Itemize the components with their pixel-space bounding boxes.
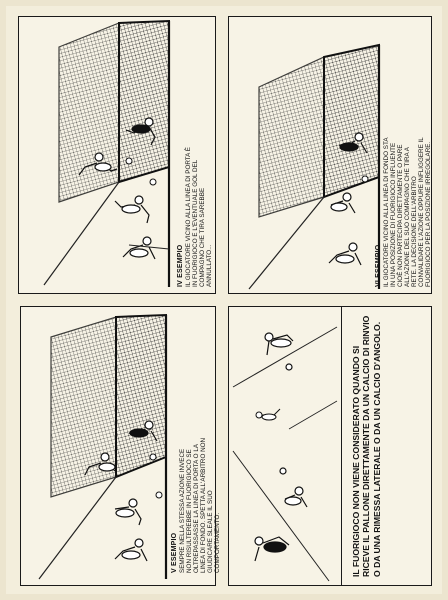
caption-v-esempio	[171, 437, 221, 573]
subpanel-throw-in	[229, 307, 342, 400]
illustration-corner-kick	[229, 431, 341, 585]
rule-text	[351, 315, 382, 577]
rule-text-content: IL FUORIGIOCO NON VIENE CONSIDERATO QUANDO SI RICEVE IL PALLONE DIRETTAMENTE DA UN CALCIO DI RINVIO O DA UNA RIMESSA LATERALE O DA UN CALCIO D'ANGOLO.	[351, 315, 382, 577]
panel-vi-esempio	[228, 16, 432, 294]
panel-rule-corner-kick	[228, 306, 432, 586]
panel-v-esempio	[20, 306, 222, 586]
caption-iv-text: IL GIOCATORE VICINO ALLA LINEA DI PORTA È IN FUORIGIOCO E L'EVENTUALE GOL DEL COMPAGNO CHE TIRA SAREBBE ANNULLATO...	[184, 147, 213, 287]
caption-vi-title: VI ESEMPIO	[375, 244, 382, 287]
subpanel-goal-kick	[229, 399, 342, 432]
caption-vi-esempio	[375, 137, 432, 287]
caption-iv-esempio	[177, 147, 213, 287]
illustration-throw-in	[229, 307, 341, 399]
caption-iv-title: IV ESEMPIO	[177, 244, 184, 287]
illustration-goal-kick	[229, 399, 341, 431]
caption-v-text: SEMPRE NELLA STESSA AZIONE INVECE NON RISULTEREBBE IN FUORIGIOCO SE OLTREPASSASSE LA LINEA DI PORTA O LA LINEA DI FONDO. SPETTA ALL'ARBITRO NON GIUDICARE SLEALE IL SUO COMPORTAMENTO.	[178, 437, 222, 573]
panel-iv-esempio	[18, 16, 216, 294]
comic-page	[6, 6, 442, 594]
subpanel-corner-kick	[229, 431, 342, 585]
caption-v-title: V ESEMPIO	[171, 532, 178, 573]
caption-vi-text: IL GIOCATORE VICINO ALLA LINEA DI FONDO STA IN UNA POSIZIONE DI FUORIGIOCO INFLUENTE CIOÈ NON PARTECIPA DIRETTAMENTE O PARE ALL'AZIONE DEL SUO COMPAGNO CHE TIRA A RETE. LA DECISIONE DELL'ARBITRO CONVALIDARE L'AZIONE OPPURE INFLIGGERE IL FUORIGIOCO PER LA POSIZIONE IRREGOLARE.	[382, 137, 433, 287]
